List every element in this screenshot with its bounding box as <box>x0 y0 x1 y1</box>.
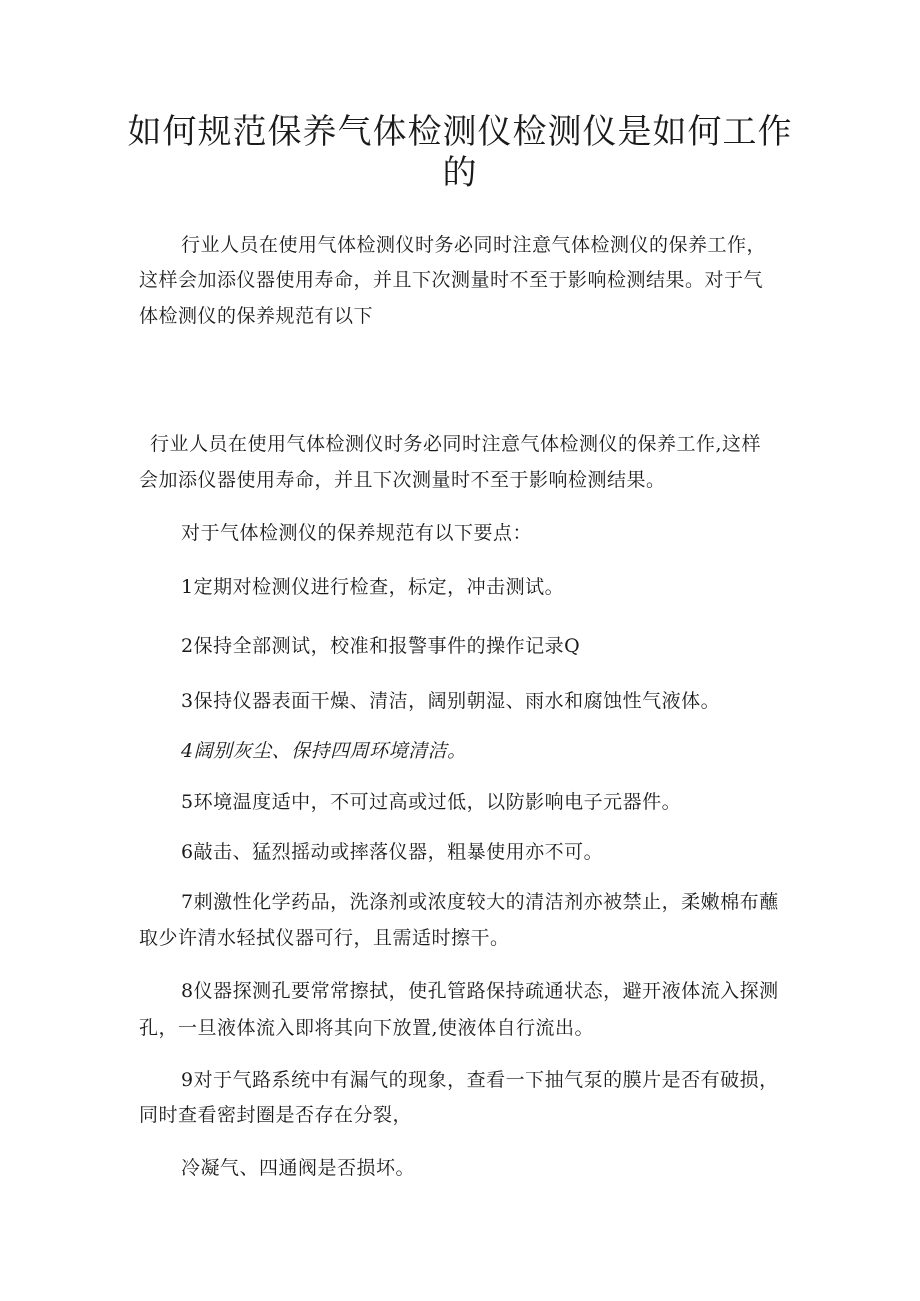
list-item-7-line-1: 7刺激性化学药品，洗涤剂或浓度较大的清洁剂亦被禁止，柔嫩棉布蘸 <box>181 891 779 913</box>
list-item-5: 5环境温度适中，不可过高或过低，以防影响电子元器件。 <box>181 791 682 813</box>
lead-sentence: 对于气体检测仪的保养规范有以下要点： <box>181 522 533 544</box>
list-item-4: 4阔别灰尘、保持四周环境清洁。 <box>181 740 467 762</box>
list-item-1: 1定期对检测仪进行检查，标定，冲击测试。 <box>181 576 565 598</box>
list-item-9-line-2: 同时查看密封圈是否存在分裂， <box>139 1104 413 1126</box>
document-title-line-2: 的 <box>442 153 478 193</box>
list-item-7-line-2: 取少许清水轻拭仪器可行，且需适时擦干。 <box>139 927 510 949</box>
list-item-2: 2保持全部测试，校准和报警事件的操作记录Q <box>181 635 581 657</box>
list-item-3: 3保持仪器表面干燥、清洁，阔别朝湿、雨水和腐蚀性气液体。 <box>181 690 721 712</box>
intro-line-2: 这样会加添仪器使用寿命，并且下次测量时不至于影响检测结果。对于气 <box>139 269 764 291</box>
closing-line: 冷凝气、四通阀是否损坏。 <box>181 1157 416 1179</box>
list-item-8-line-2: 孔，一旦液体流入即将其向下放置,使液体自行流出。 <box>139 1017 595 1039</box>
document-title-line-1: 如何规范保养气体检测仪检测仪是如何工作 <box>127 112 793 152</box>
paragraph-1-line-2: 会加添仪器使用寿命，并且下次测量时不至于影响检测结果。 <box>139 469 666 491</box>
intro-line-1: 行业人员在使用气体检测仪时务必同时注意气体检测仪的保养工作， <box>181 234 767 256</box>
paragraph-1-line-1: 行业人员在使用气体检测仪时务必同时注意气体检测仪的保养工作,这样 <box>150 433 762 455</box>
list-item-9-line-1: 9对于气路系统中有漏气的现象，查看一下抽气泵的膜片是否有破损， <box>181 1069 779 1091</box>
intro-line-3: 体检测仪的保养规范有以下 <box>139 305 374 327</box>
list-item-8-line-1: 8仪器探测孔要常常擦拭，使孔管路保持疏通状态，避开液体流入探测 <box>181 980 779 1002</box>
list-item-6: 6敲击、猛烈摇动或摔落仪器，粗暴使用亦不可。 <box>181 841 604 863</box>
